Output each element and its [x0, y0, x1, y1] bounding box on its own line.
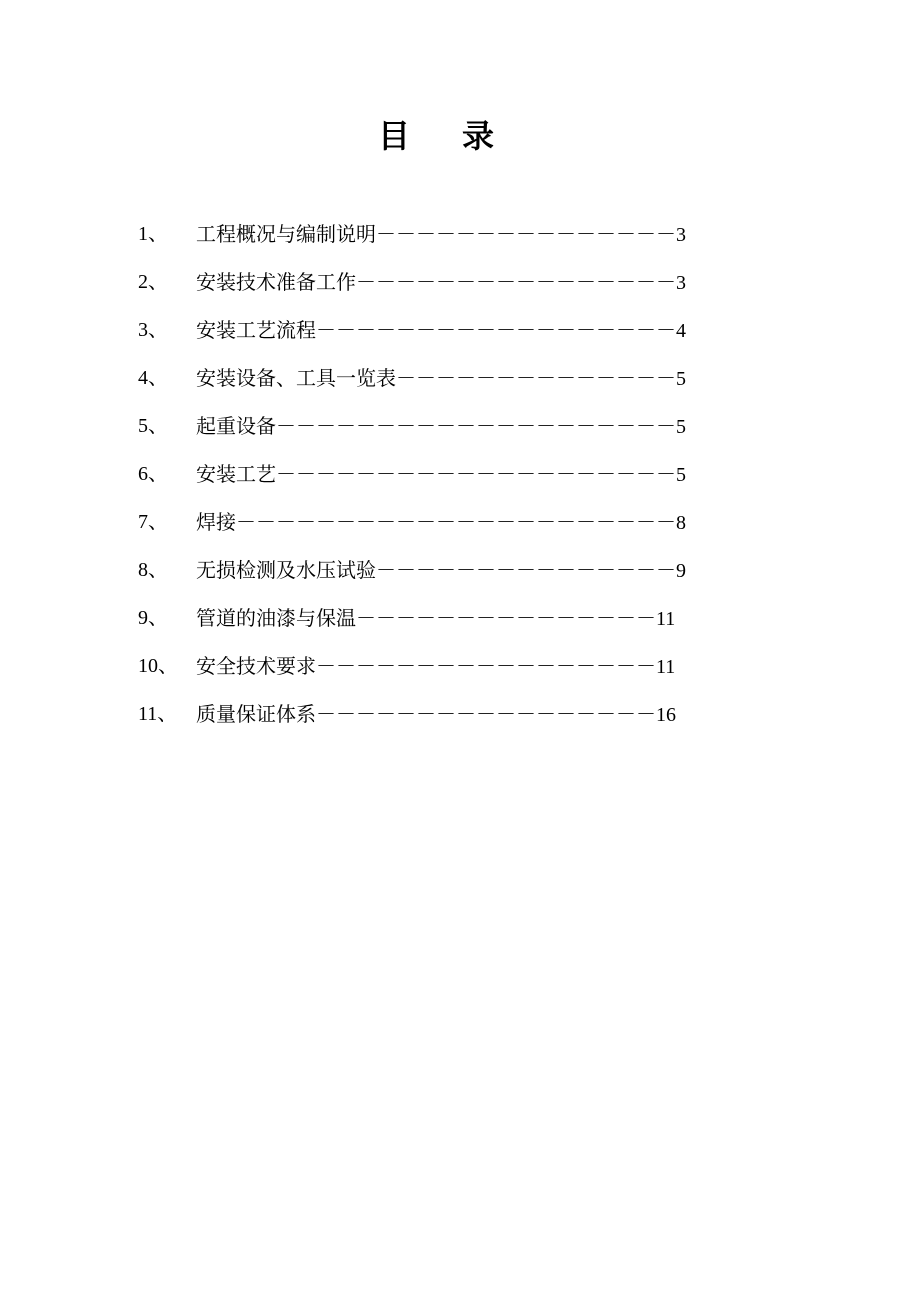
toc-number: 8、 — [138, 559, 168, 581]
toc-number: 10、 — [138, 655, 178, 677]
toc-page-number: 3 — [676, 272, 686, 294]
toc-entry-body — [196, 594, 736, 643]
toc-title: 安装工艺流程 — [196, 318, 316, 342]
toc-item-10[interactable] — [138, 642, 738, 690]
toc-title: 安装工艺 — [196, 462, 276, 486]
toc-number: 2、 — [138, 271, 168, 293]
toc-item-4[interactable] — [138, 354, 738, 402]
toc-entry-body — [196, 354, 736, 403]
toc-title: 安全技术要求 — [196, 654, 316, 678]
toc-entry-body — [196, 306, 736, 355]
toc-number: 11、 — [138, 703, 178, 725]
toc-item-6[interactable] — [138, 450, 738, 498]
toc-number: 1、 — [138, 223, 168, 245]
toc-leader: －－－－－－－－－－－－－－－－ — [356, 270, 676, 294]
toc-entry-body — [196, 450, 736, 499]
toc-item-1[interactable] — [138, 210, 738, 258]
toc-item-8[interactable] — [138, 546, 738, 594]
toc-entry-body — [196, 258, 736, 307]
toc-page-number: 5 — [676, 416, 686, 438]
toc-entry-body — [196, 642, 736, 691]
toc-title: 焊接 — [196, 510, 236, 534]
toc-item-9[interactable] — [138, 594, 738, 642]
toc-number: 4、 — [138, 367, 168, 389]
toc-leader: －－－－－－－－－－－－－－－－－ — [316, 654, 656, 678]
toc-title: 管道的油漆与保温 — [196, 606, 356, 630]
toc-page-number: 11 — [656, 608, 676, 630]
toc-entry-body — [196, 546, 736, 595]
toc-leader: －－－－－－－－－－－－－－－ — [356, 606, 656, 630]
toc-leader: －－－－－－－－－－－－－－－－－－－－ — [276, 414, 676, 438]
toc-page-number: 5 — [676, 464, 686, 486]
toc-item-11[interactable] — [138, 690, 738, 738]
toc-page-number: 3 — [676, 224, 686, 246]
toc-page-number: 5 — [676, 368, 686, 390]
toc-page-number: 11 — [656, 656, 676, 678]
toc-leader: －－－－－－－－－－－－－－－－－－－－ — [276, 462, 676, 486]
toc-item-5[interactable] — [138, 402, 738, 450]
toc-item-3[interactable] — [138, 306, 738, 354]
toc-leader: －－－－－－－－－－－－－－－－－－ — [316, 318, 676, 342]
toc-title: 起重设备 — [196, 414, 276, 438]
toc-entry-body — [196, 210, 736, 259]
toc-title: 安装技术准备工作 — [196, 270, 356, 294]
toc-title: 质量保证体系 — [196, 702, 316, 726]
toc-page-number: 8 — [676, 512, 686, 534]
title-char-2: 录 — [462, 117, 495, 155]
toc-item-2[interactable] — [138, 258, 738, 306]
toc-leader: －－－－－－－－－－－－－－－－－－－－－－ — [236, 510, 676, 534]
toc-title: 无损检测及水压试验 — [196, 558, 376, 582]
toc-page-number: 9 — [676, 560, 686, 582]
toc-leader: －－－－－－－－－－－－－－－ — [376, 222, 676, 246]
toc-entry-body — [196, 498, 736, 547]
toc-number: 9、 — [138, 607, 168, 629]
toc-number: 5、 — [138, 415, 168, 437]
toc-entry-body — [196, 402, 736, 451]
page-title — [0, 112, 872, 160]
toc-page-number: 4 — [676, 320, 686, 342]
toc-entry-body — [196, 690, 736, 739]
toc-title: 安装设备、工具一览表 — [196, 366, 396, 390]
toc-number: 7、 — [138, 511, 168, 533]
toc-leader: －－－－－－－－－－－－－－ — [396, 366, 676, 390]
toc-page-number: 16 — [656, 704, 676, 726]
toc-number: 6、 — [138, 463, 168, 485]
toc-item-7[interactable] — [138, 498, 738, 546]
toc-title: 工程概况与编制说明 — [196, 222, 376, 246]
toc-number: 3、 — [138, 319, 168, 341]
table-of-contents — [138, 210, 738, 738]
title-char-1: 目 — [377, 117, 410, 155]
toc-leader: －－－－－－－－－－－－－－－ — [376, 558, 676, 582]
toc-leader: －－－－－－－－－－－－－－－－－ — [316, 702, 656, 726]
